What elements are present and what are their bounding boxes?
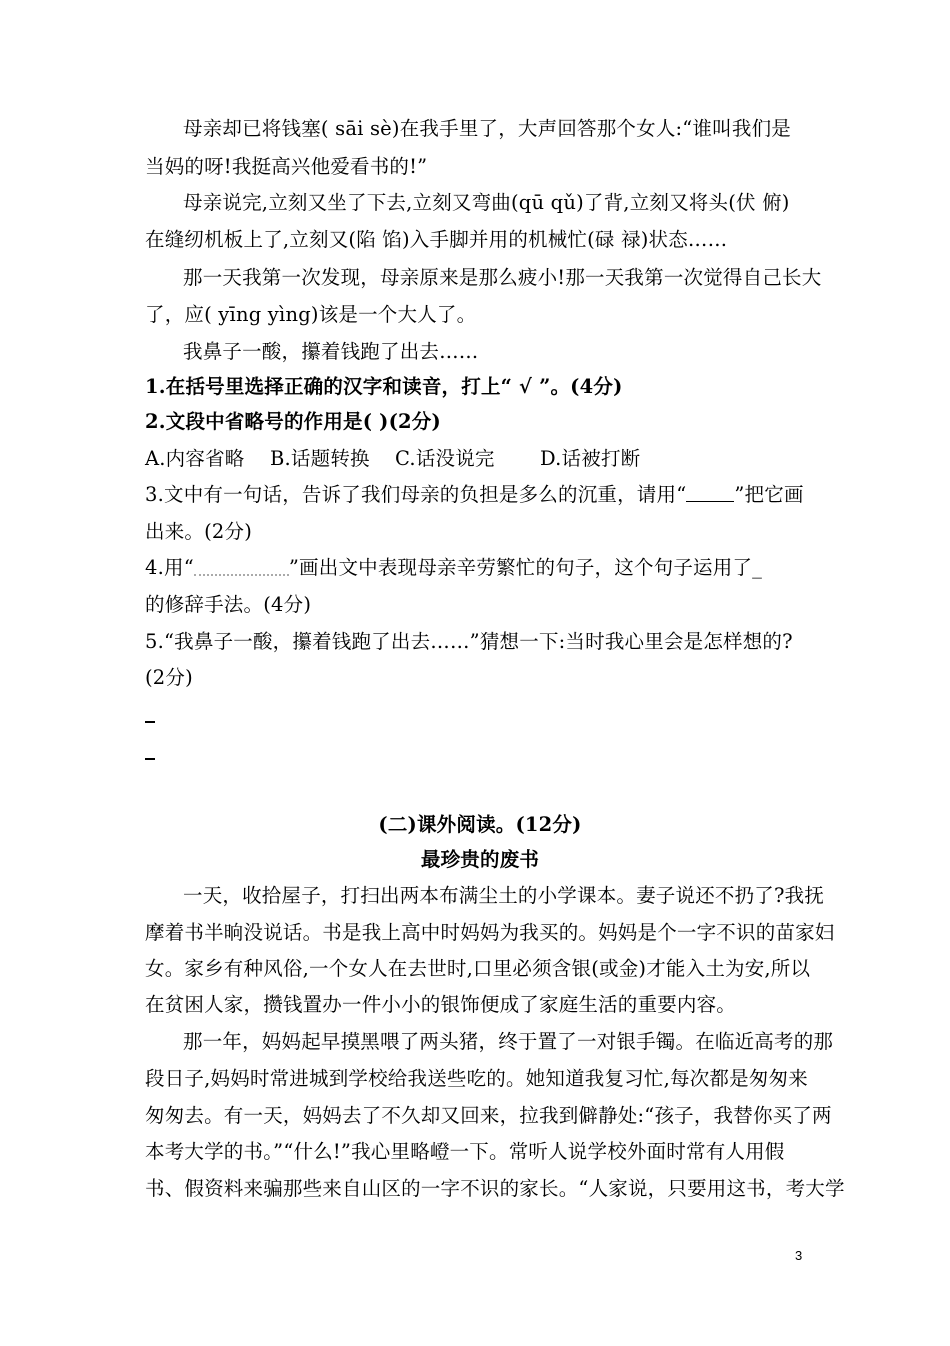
article-line: 一天，收拾屋子，打扫出两本布满尘土的小学课本。妻子说还不扔了?我抚 (183, 884, 825, 907)
article-line: 在贫困人家，攒钱置办一件小小的银饰便成了家庭生活的重要内容。 (145, 993, 737, 1016)
question-4-text-a: 4.用“ (145, 556, 194, 579)
answer-blank[interactable] (145, 758, 155, 760)
question-3-line2: 出来。(2分) (145, 520, 253, 543)
passage-line: 那一天我第一次发现，母亲原来是那么疲小!那一天我第一次觉得自己长大 (183, 266, 822, 289)
option-d[interactable]: D.话被打断 (540, 447, 641, 470)
passage-line: 母亲却已将钱塞( sāi sè)在我手里了，大声回答那个女人:“谁叫我们是 (183, 117, 791, 140)
article-line: 那一年，妈妈起早摸黑喂了两头猪，终于置了一对银手镯。在临近高考的那 (183, 1030, 834, 1053)
section-heading: (二)课外阅读。(12分) (378, 813, 582, 836)
question-3-text-b: ”把它画 (734, 483, 804, 506)
option-c[interactable]: C.话没说完 (395, 447, 495, 470)
underline-sample (686, 485, 734, 502)
question-4 (145, 551, 815, 585)
question-2-options (145, 442, 815, 476)
article-line: 段日子,妈妈时常进城到学校给我送些吃的。她知道我复习忙,每次都是匆匆来 (145, 1067, 808, 1090)
article-line: 书、假资料来骗那些来自山区的一字不识的家长。“人家说，只要用这书，考大学 (145, 1177, 845, 1200)
passage-line: 母亲说完,立刻又坐了下去,立刻又弯曲(qū qǔ)了背,立刻又将头(伏 俯) (183, 191, 790, 214)
passage-line: 我鼻子一酸，攥着钱跑了出去…… (183, 340, 479, 363)
article-line: 女。家乡有种风俗,一个女人在去世时,口里必须含银(或金)才能入土为安,所以 (145, 957, 811, 980)
question-5-line2: (2分) (145, 666, 193, 689)
passage-line: 了，应( yīng yìng)该是一个大人了。 (145, 303, 477, 326)
answer-blank[interactable] (145, 721, 155, 723)
question-4-text-b: ”画出文中表现母亲辛劳繁忙的句子，这个句子运用了_ (288, 556, 763, 579)
article-line: 匆匆去。有一天，妈妈去了不久却又回来，拉我到僻静处:“孩子，我替你买了两 (145, 1104, 832, 1127)
page-number: 3 (795, 1248, 803, 1263)
article-title: 最珍贵的废书 (420, 848, 540, 871)
question-3-text-a: 3.文中有一句话，告诉了我们母亲的负担是多么的沉重，请用“ (145, 483, 687, 506)
question-5: 5.“我鼻子一酸，攥着钱跑了出去……”猜想一下:当时我心里会是怎样想的? (145, 630, 793, 653)
question-3 (145, 478, 815, 512)
question-2: 2.文段中省略号的作用是( )(2分) (145, 410, 441, 433)
article-line: 摩着书半晌没说话。书是我上高中时妈妈为我买的。妈妈是个一字不识的苗家妇 (145, 921, 835, 944)
question-4-line2: 的修辞手法。(4分) (145, 593, 312, 616)
option-a[interactable]: A.内容省略 (145, 447, 245, 470)
passage-line: 当妈的呀!我挺高兴他爱看书的!” (145, 155, 428, 178)
article-line: 本考大学的书。”“什么!”我心里略嶝一下。常听人说学校外面时常有人用假 (145, 1140, 785, 1163)
option-b[interactable]: B.话题转换 (270, 447, 370, 470)
question-1: 1.在括号里选择正确的汉字和读音，打上“ √ ”。(4分) (145, 375, 623, 398)
wavy-underline-sample (194, 564, 289, 576)
passage-line: 在缝纫机板上了,立刻又(陷 馅)入手脚并用的机械忙(碌 禄)状态…… (145, 228, 728, 251)
